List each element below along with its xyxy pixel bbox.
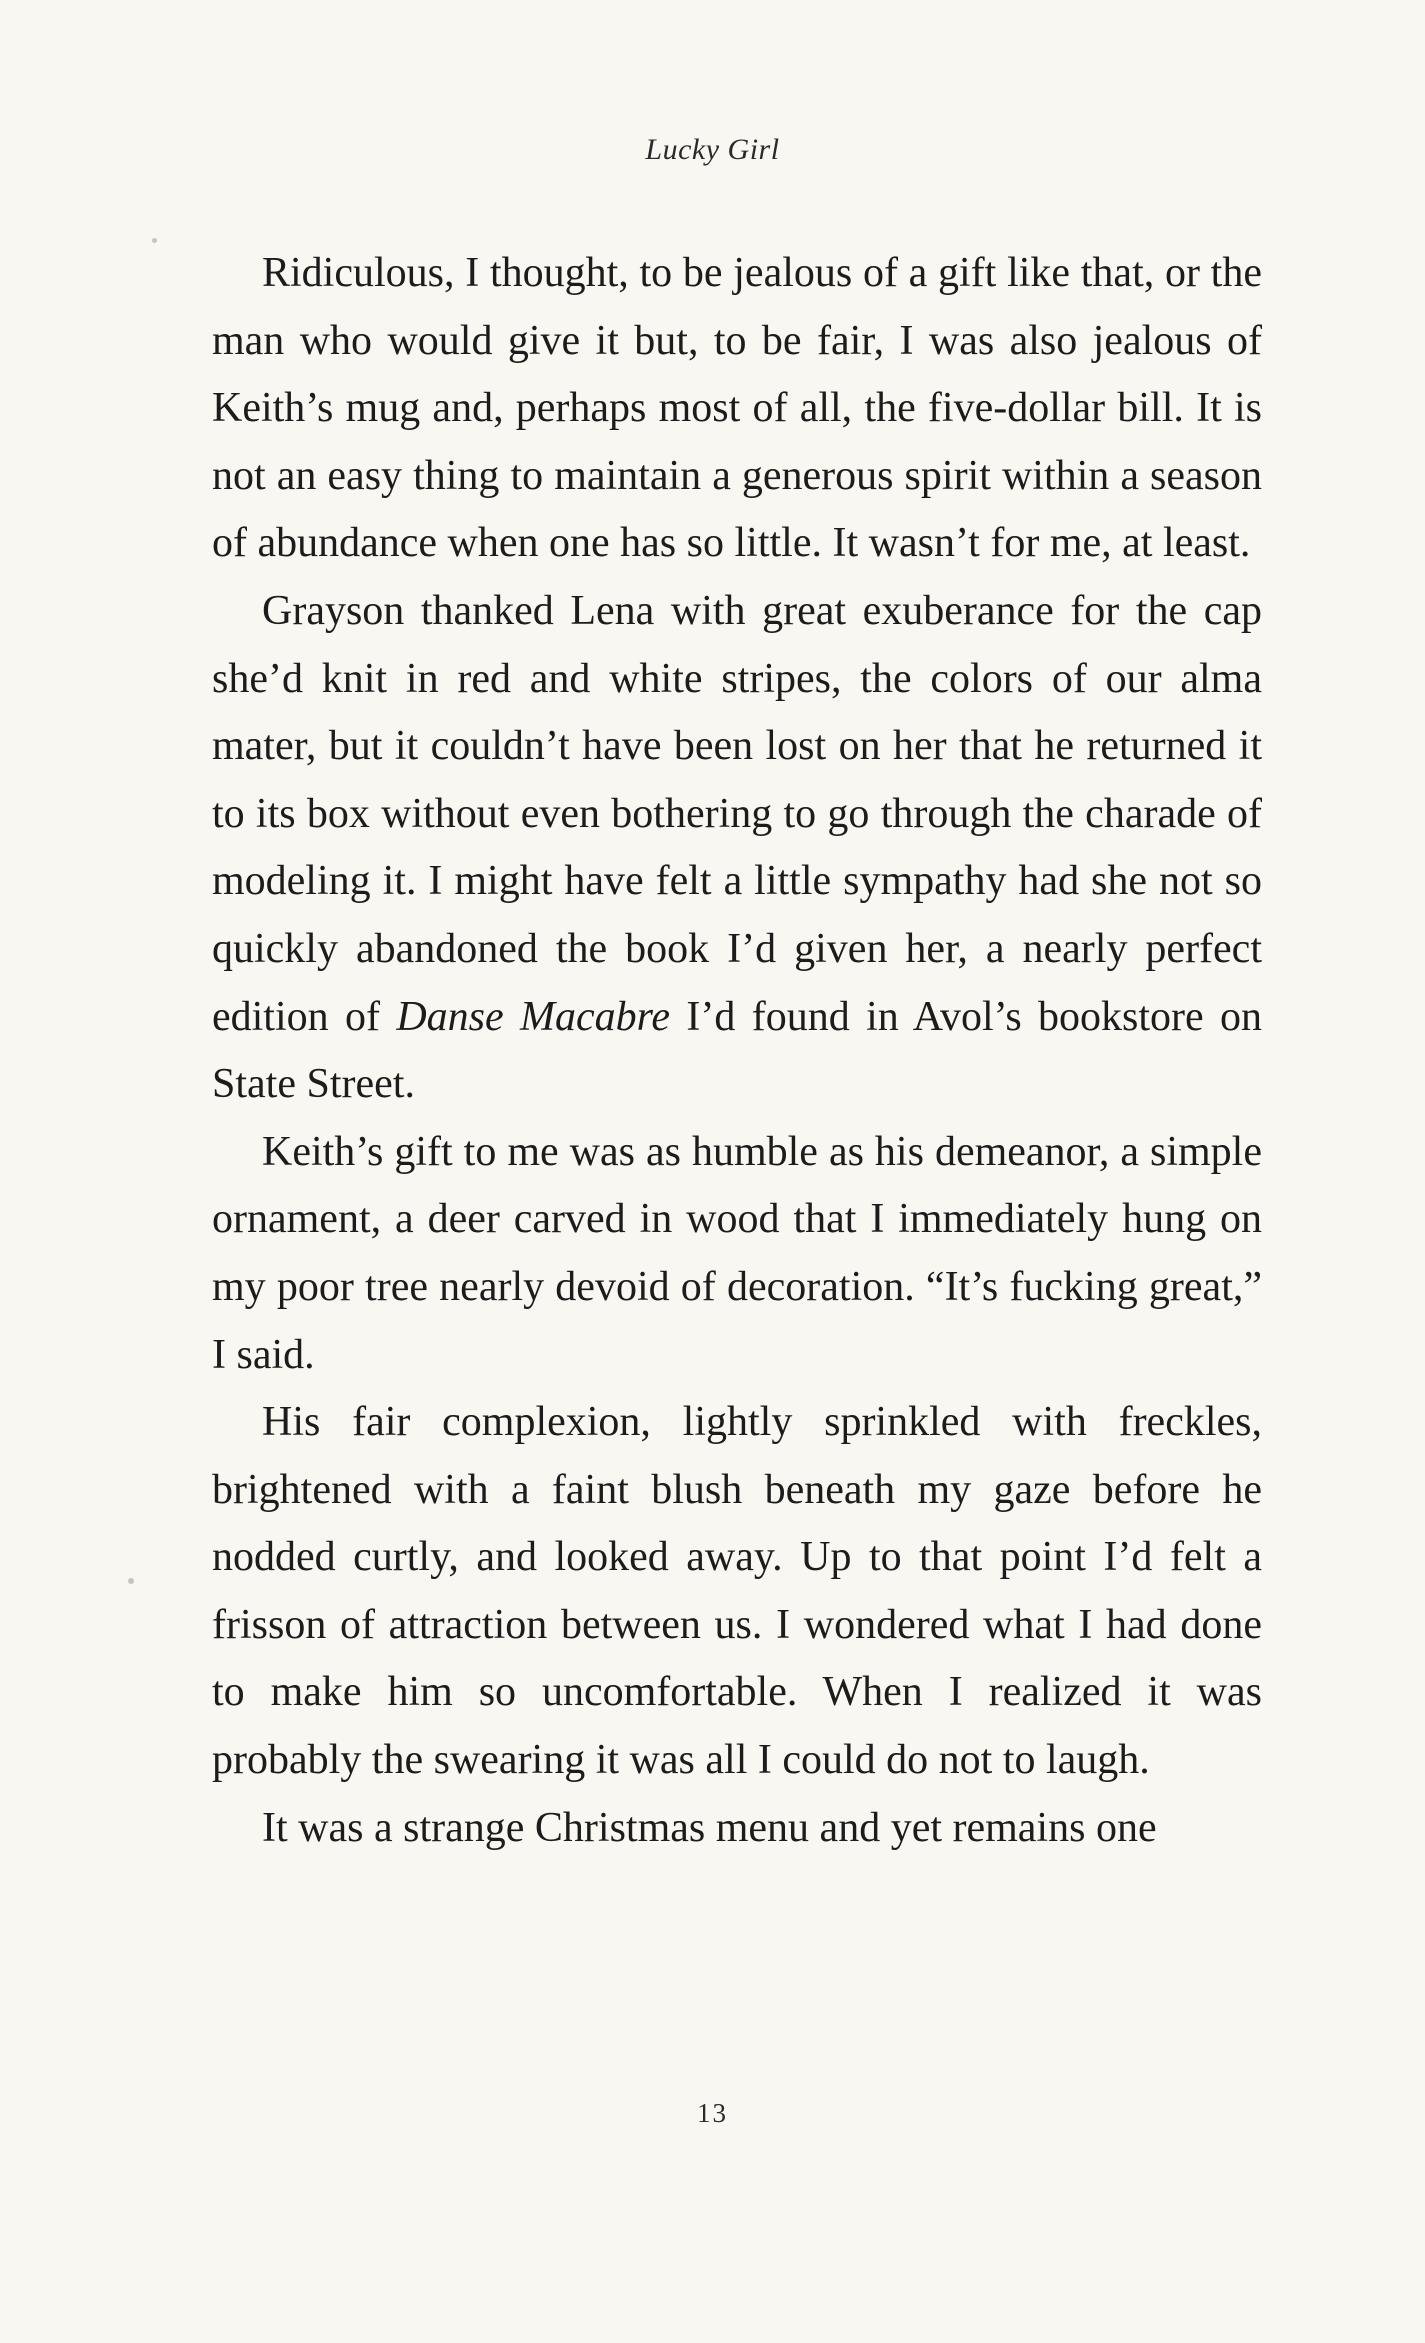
paragraph-4: His fair complexion, lightly sprinkled with freckles, brightened with a faint blush beneath my gaze before he nodded curtly, and looked away. Up to that point I’d felt a frisson of attraction between us. I wondered what I had done to make him so uncomfortable. When I realized it was probably the swearing it was all I could do not to laugh. bbox=[212, 1399, 1262, 1784]
paragraph-1: Ridiculous, I thought, to be jealous of a gift like that, or the man who would give it but, to be fair, I was also jealous of Keith’s mug and, perhaps most of all, the five-dollar bill. It is not an easy thing to maintain a generous spirit within a season of abundance when one has so little. It wasn’t for me, at least. bbox=[212, 250, 1262, 567]
paper-speck bbox=[128, 1578, 134, 1584]
book-title: Danse Macabre bbox=[396, 993, 671, 1040]
body-text bbox=[212, 240, 1262, 1862]
paragraph-2-tail: I’d found in Avol’s bookstore on State Street. bbox=[212, 993, 1263, 1108]
paper-speck bbox=[152, 238, 157, 243]
running-head: Lucky Girl bbox=[645, 133, 780, 166]
paragraph-2-text: Grayson thanked Lena with great exuberance for the cap she’d knit in red and white stripes, the colors of our alma mater, but it couldn’t have been lost on her that he returned it to its box without even bothering to go through the charade of modeling it. I might have felt a little sympathy had she not so quickly abandoned the book I’d given her, a nearly perfect edition of bbox=[212, 587, 1262, 1040]
page-number: 13 bbox=[697, 2098, 728, 2128]
paragraph-2 bbox=[212, 578, 1262, 1119]
paragraph-5: It was a strange Christmas menu and yet remains one bbox=[262, 1804, 1157, 1851]
paragraph-3: Keith’s gift to me was as humble as his demeanor, a simple ornament, a deer carved in wood that I immediately hung on my poor tree nearly devoid of decoration. “It’s fucking great,” I said. bbox=[212, 1128, 1262, 1378]
